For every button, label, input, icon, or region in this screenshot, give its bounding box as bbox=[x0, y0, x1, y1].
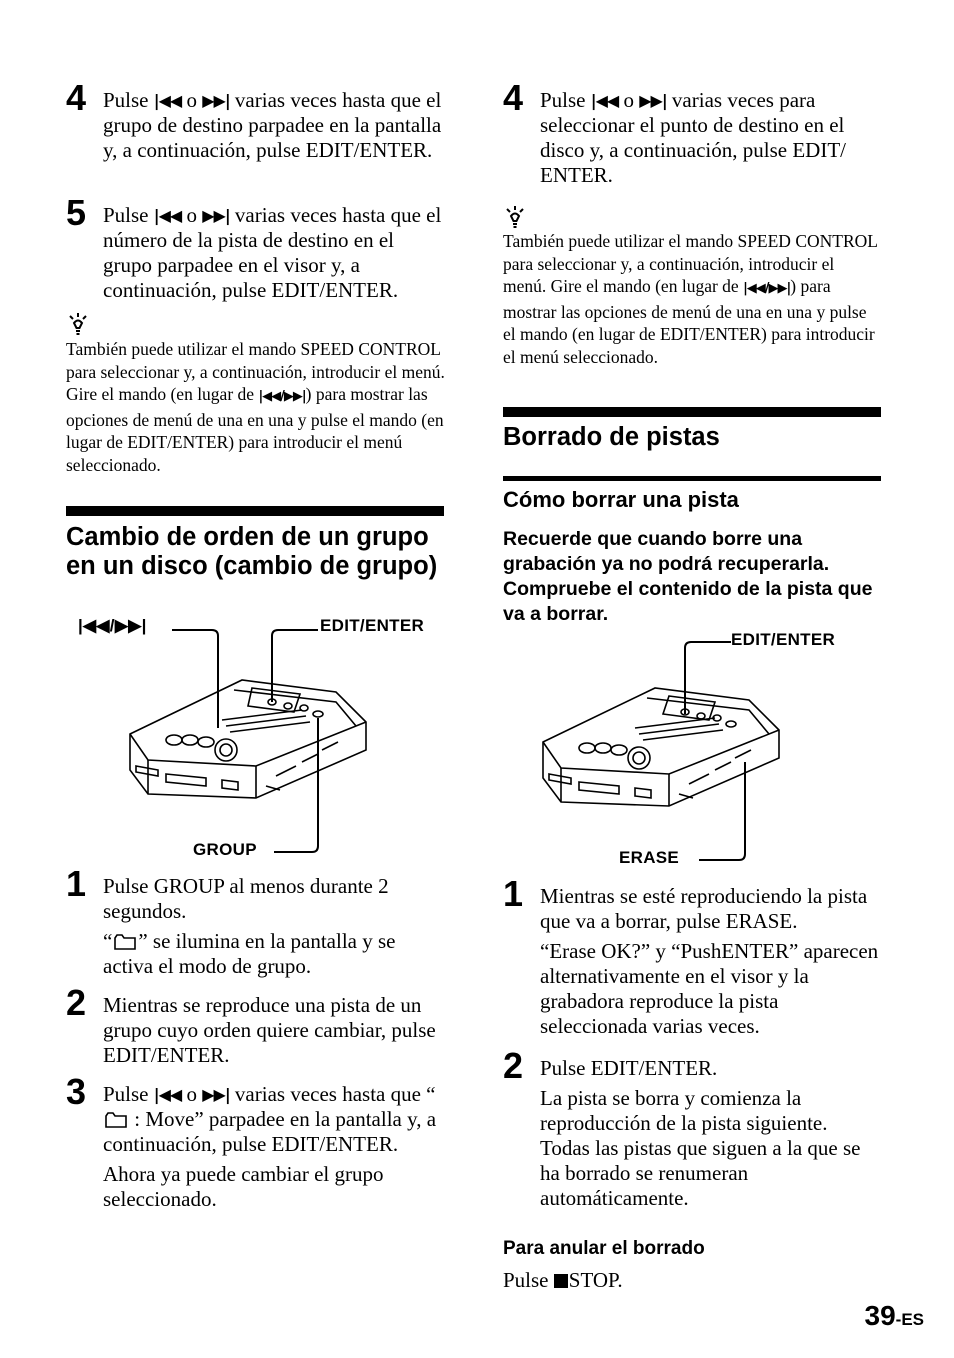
erase-warning: Recuerde que cuando borre una grabación ya no podrá recuperarla. Compruebe el contenido de la pista que va a borrar. bbox=[503, 528, 873, 625]
cancel-erase-text: Pulse STOP. bbox=[503, 1268, 623, 1292]
next-track-icon: ▶▶| bbox=[202, 1085, 230, 1104]
section-heading-group: Cambio de orden de un grupo en un disco (cambio de grupo) bbox=[66, 523, 438, 580]
page-number: 39-ES bbox=[864, 1300, 924, 1331]
step-number: 1 bbox=[503, 873, 524, 914]
previous-track-icon: |◀◀ bbox=[153, 91, 182, 110]
md-recorder-illustration bbox=[503, 624, 881, 874]
skip-buttons-icon: |◀◀/▶▶| bbox=[258, 389, 306, 404]
label-skip-buttons: |◀◀/▶▶| bbox=[78, 616, 147, 635]
previous-track-icon: |◀◀ bbox=[153, 1085, 182, 1104]
step-text: Pulse |◀◀ o ▶▶| varias veces para seleccionar el punto de destino en el disco y, a continuación, pulse EDIT/ ENTER. bbox=[540, 88, 846, 187]
stop-square-icon bbox=[554, 1274, 568, 1288]
step-text: Pulse |◀◀ o ▶▶| varias veces hasta que el número de la pista de destino en el grupo parpadee en el visor y, a continuación, pulse EDIT/ENTER. bbox=[103, 203, 442, 302]
label-edit-enter: EDIT/ENTER bbox=[320, 616, 425, 635]
step-number: 4 bbox=[503, 77, 524, 118]
cancel-erase-heading: Para anular el borrado bbox=[503, 1238, 705, 1259]
step-text: Mientras se reproduce una pista de un grupo cuyo orden quiere cambiar, pulse EDIT/ENTER. bbox=[103, 993, 436, 1067]
subheading-erase-track: Cómo borrar una pista bbox=[503, 487, 739, 512]
previous-track-icon: |◀◀ bbox=[590, 91, 619, 110]
step-text: Pulse |◀◀ o ▶▶| varias veces hasta que “ : Move” parpadee en la pantalla y, a continuación, pulse EDIT/ENTER. Ahora ya puede cambiar el grupo seleccionado. bbox=[103, 1082, 437, 1211]
tip-text: También puede utilizar el mando SPEED CONTROL para seleccionar y, a continuación, introducir el menú. Gire el mando (en lugar de |◀◀/▶▶|) para mostrar las opciones de menú de una en una y pulse el mando (en lugar de EDIT/ENTER) para introducir el menú seleccionado. bbox=[503, 231, 878, 367]
folder-icon bbox=[105, 1112, 127, 1128]
step-text: Pulse GROUP al menos durante 2 segundos. “ ” se ilumina en la pantalla y se activa el modo de grupo. bbox=[103, 874, 396, 978]
step-number: 2 bbox=[66, 982, 87, 1023]
step-text: Mientras se esté reproduciendo la pista que va a borrar, pulse ERASE. “Erase OK?” y “PushENTER” aparecen alternativamente en el visor y la grabadora reproduce la pista seleccionada varias veces. bbox=[540, 884, 879, 1038]
next-track-icon: ▶▶| bbox=[639, 91, 667, 110]
next-track-icon: ▶▶| bbox=[202, 206, 230, 225]
lightbulb-icon bbox=[66, 312, 90, 336]
label-edit-enter: EDIT/ENTER bbox=[731, 630, 836, 649]
tip-text: También puede utilizar el mando SPEED CONTROL para seleccionar y, a continuación, introducir el menú. Gire el mando (en lugar de |◀◀/▶▶|) para mostrar las opciones de menú de una en una y pulse el mando (en lugar de EDIT/ENTER) para introducir el menú seleccionado. bbox=[66, 339, 445, 475]
step-number: 5 bbox=[66, 192, 87, 233]
folder-icon bbox=[114, 934, 136, 950]
step-text: Pulse EDIT/ENTER. La pista se borra y comienza la reproducción de la pista siguiente. Todas las pistas que siguen a la que se ha borrado se renumeran automáticamente. bbox=[540, 1056, 861, 1210]
step-number: 3 bbox=[66, 1071, 87, 1112]
section-rule bbox=[503, 407, 881, 417]
next-track-icon: ▶▶| bbox=[202, 91, 230, 110]
section-rule bbox=[66, 506, 444, 516]
step-number: 4 bbox=[66, 77, 87, 118]
label-erase: ERASE bbox=[619, 848, 680, 867]
previous-track-icon: |◀◀ bbox=[153, 206, 182, 225]
lightbulb-icon bbox=[503, 205, 527, 229]
section-subrule bbox=[503, 476, 881, 481]
step-number: 1 bbox=[66, 863, 87, 904]
step-text: Pulse |◀◀ o ▶▶| varias veces hasta que el grupo de destino parpadee en la pantalla y, a continuación, pulse EDIT/ENTER. bbox=[103, 88, 442, 162]
step-number: 2 bbox=[503, 1045, 524, 1086]
label-group: GROUP bbox=[193, 840, 257, 859]
skip-buttons-icon: |◀◀/▶▶| bbox=[743, 281, 791, 296]
section-heading-erase: Borrado de pistas bbox=[503, 423, 720, 451]
md-recorder-illustration bbox=[66, 610, 444, 870]
